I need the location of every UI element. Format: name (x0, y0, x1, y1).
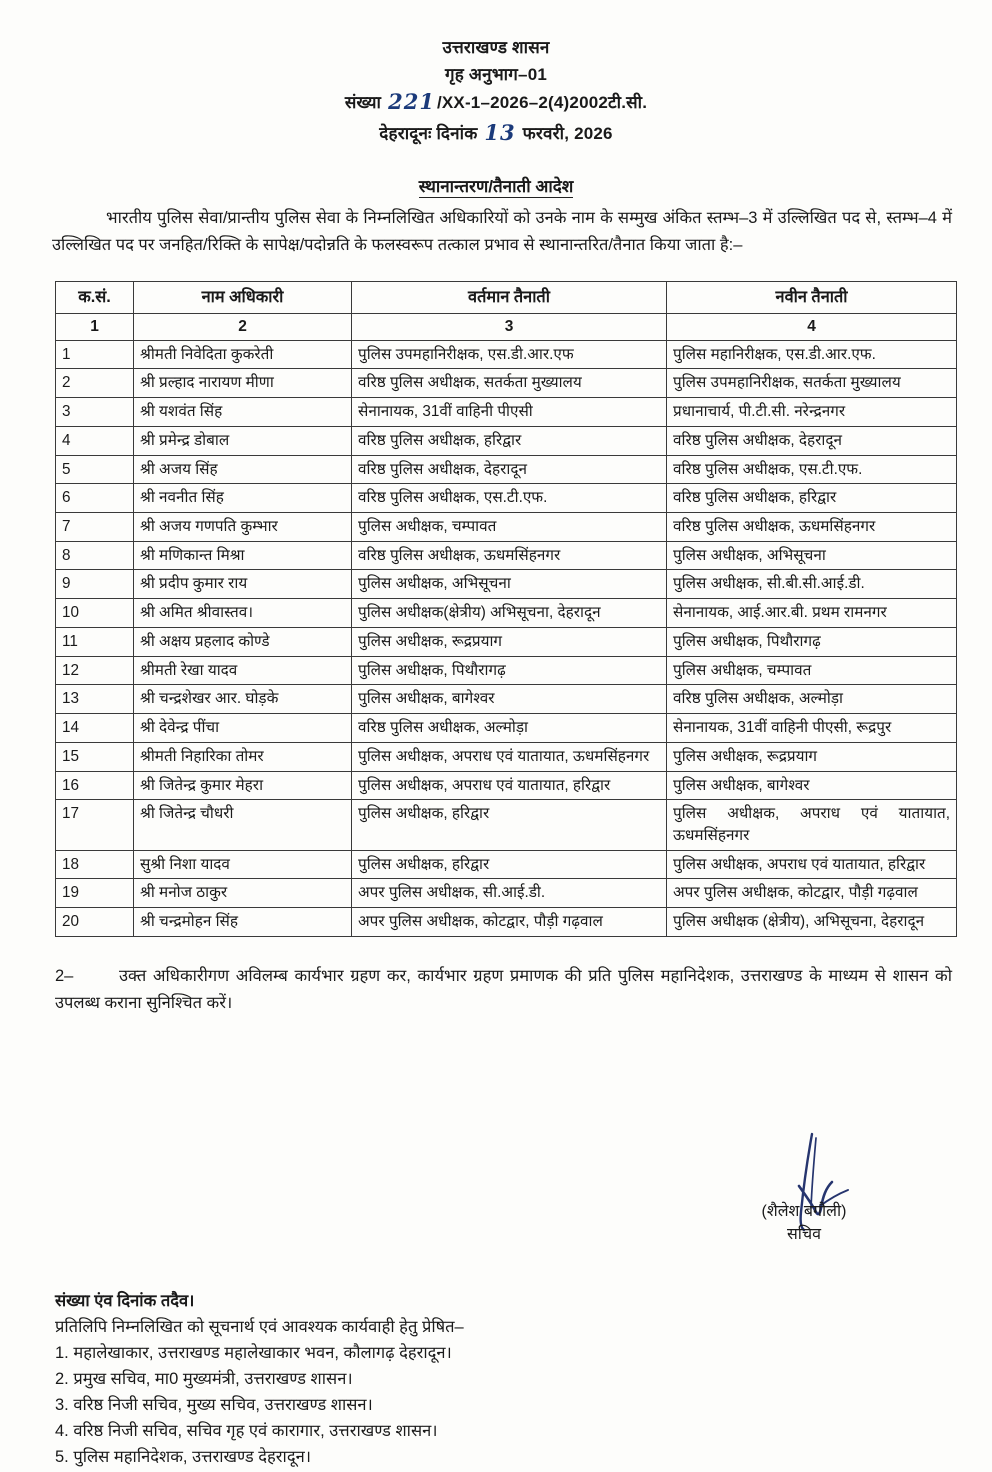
order-number-handwritten: 221 (388, 89, 435, 115)
cell-name: श्री जितेन्द्र चौधरी (134, 800, 352, 850)
col-header-current: वर्तमान तैनाती (352, 281, 667, 313)
cell-serial: 1 (56, 340, 134, 369)
clause-2-label: 2– (55, 966, 74, 985)
cell-name: श्रीमती निहारिका तोमर (134, 742, 352, 771)
place-date-label: देहरादूनः दिनांक (379, 123, 478, 143)
cell-serial: 8 (56, 541, 134, 570)
cell-serial: 20 (56, 908, 134, 937)
order-number-line (0, 87, 992, 117)
col-header-name: नाम अधिकारी (134, 281, 352, 313)
cell-serial: 12 (56, 656, 134, 685)
cell-serial: 18 (56, 850, 134, 879)
table-row (56, 656, 957, 685)
date-handwritten: 13 (484, 119, 516, 145)
clause-2-paragraph (55, 963, 952, 1016)
table-row (56, 455, 957, 484)
cell-current: पुलिस अधीक्षक, हरिद्वार (352, 800, 667, 850)
cell-serial: 17 (56, 800, 134, 850)
place-date-line (0, 118, 992, 148)
cell-new: पुलिस महानिरीक्षक, एस.डी.आर.एफ. (667, 340, 957, 369)
cell-new: पुलिस अधीक्षक, रूद्रप्रयाग (667, 742, 957, 771)
cell-new: वरिष्ठ पुलिस अधीक्षक, हरिद्वार (667, 484, 957, 513)
cell-current: पुलिस अधीक्षक, पिथौरागढ़ (352, 656, 667, 685)
cell-name: श्री अमित श्रीवास्तव। (134, 599, 352, 628)
column-number-row (56, 313, 957, 340)
list-item: 5. पुलिस महानिदेशक, उत्तराखण्ड देहरादून। (55, 1448, 311, 1467)
table-row (56, 513, 957, 542)
order-number-label: संख्या (344, 93, 382, 113)
subject-text: स्थानान्तरण/तैनाती आदेश (418, 177, 574, 197)
cell-new: सेनानायक, 31वीं वाहिनी पीएसी, रूद्रपुर (667, 714, 957, 743)
table-row (56, 340, 957, 369)
cell-name: श्री प्रमेन्द्र डोबाल (134, 426, 352, 455)
table-row (56, 369, 957, 398)
cell-name: श्री चन्द्रशेखर आर. घोड़के (134, 685, 352, 714)
cell-current: वरिष्ठ पुलिस अधीक्षक, अल्मोड़ा (352, 714, 667, 743)
clause-2-text: उक्त अधिकारीगण अविलम्ब कार्यभार ग्रहण कर, कार्यभार ग्रहण प्रमाणक की प्रति पुलिस महानिदेशक, उत्तराखण्ड के माध्यम से शासन को उपलब्ध कराना सुनिश्चित करें। (55, 966, 952, 1012)
list-item: 3. वरिष्ठ निजी सचिव, मुख्य सचिव, उत्तराखण्ड शासन। (55, 1396, 373, 1415)
cell-serial: 7 (56, 513, 134, 542)
cell-current: पुलिस उपमहानिरीक्षक, एस.डी.आर.एफ (352, 340, 667, 369)
table-row (56, 541, 957, 570)
cell-name: श्री अजय गणपति कुम्भार (134, 513, 352, 542)
distribution-list (55, 1340, 935, 1470)
cell-name: सुश्री निशा यादव (134, 850, 352, 879)
distribution-intro: प्रतिलिपि निम्नलिखित को सूचनार्थ एवं आवश्यक कार्यवाही हेतु प्रेषित– (55, 1318, 464, 1337)
table-row (56, 714, 957, 743)
cell-name: श्री देवेन्द्र पींचा (134, 714, 352, 743)
cell-serial: 2 (56, 369, 134, 398)
cell-new: अपर पुलिस अधीक्षक, कोटद्वार, पौड़ी गढ़वाल (667, 879, 957, 908)
cell-new: पुलिस अधीक्षक, अभिसूचना (667, 541, 957, 570)
cell-serial: 19 (56, 879, 134, 908)
cell-current: पुलिस अधीक्षक, रूद्रप्रयाग (352, 627, 667, 656)
cell-serial: 16 (56, 771, 134, 800)
table-row (56, 879, 957, 908)
cell-new: पुलिस अधीक्षक (क्षेत्रीय), अभिसूचना, देहरादून (667, 908, 957, 937)
cell-name: श्री अजय सिंह (134, 455, 352, 484)
signature-block (694, 1200, 914, 1246)
cell-new: पुलिस अधीक्षक, सी.बी.सी.आई.डी. (667, 570, 957, 599)
cell-new: वरिष्ठ पुलिस अधीक्षक, अल्मोड़ा (667, 685, 957, 714)
table-head (56, 281, 957, 313)
cell-current: वरिष्ठ पुलिस अधीक्षक, एस.टी.एफ. (352, 484, 667, 513)
col-header-new: नवीन तैनाती (667, 281, 957, 313)
cell-current: पुलिस अधीक्षक, अपराध एवं यातायात, हरिद्वार (352, 771, 667, 800)
cell-name: श्री मनोज ठाकुर (134, 879, 352, 908)
table-row (56, 850, 957, 879)
document-masthead (0, 0, 992, 148)
list-item: 2. प्रमुख सचिव, मा0 मुख्यमंत्री, उत्तराखण्ड शासन। (55, 1370, 353, 1389)
table-row (56, 908, 957, 937)
signatory-designation: सचिव (786, 1226, 822, 1244)
cell-name: श्री प्रदीप कुमार राय (134, 570, 352, 599)
table-row (56, 484, 957, 513)
cell-serial: 15 (56, 742, 134, 771)
document-subject (0, 174, 992, 197)
cell-serial: 3 (56, 398, 134, 427)
table-row (56, 627, 957, 656)
date-rest: फरवरी, 2026 (522, 123, 613, 143)
col-number-4: 4 (667, 313, 957, 340)
cell-serial: 4 (56, 426, 134, 455)
cell-new: पुलिस उपमहानिरीक्षक, सतर्कता मुख्यालय (667, 369, 957, 398)
distribution-section (55, 1288, 935, 1470)
cell-current: अपर पुलिस अधीक्षक, कोटद्वार, पौड़ी गढ़वाल (352, 908, 667, 937)
cell-new: पुलिस अधीक्षक, चम्पावत (667, 656, 957, 685)
intro-text: भारतीय पुलिस सेवा/प्रान्तीय पुलिस सेवा के निम्नलिखित अधिकारियों को उनके नाम के सम्मुख अंकित स्तम्भ–3 में उल्लिखित पद से, स्तम्भ–4 में उल्लिखित पद पर जनहित/रिक्ति के सापेक्ष/पदोन्नति के फलस्वरूप तत्काल प्रभाव से स्थानान्तरित/तैनात किया जाता है:– (52, 209, 952, 254)
signatory-name: (शैलेश बगौली) (761, 1203, 847, 1220)
col-header-serial: क.सं. (56, 281, 134, 313)
cell-current: पुलिस अधीक्षक, हरिद्वार (352, 850, 667, 879)
cell-serial: 9 (56, 570, 134, 599)
table-row (56, 685, 957, 714)
cell-current: पुलिस अधीक्षक, चम्पावत (352, 513, 667, 542)
cell-current: पुलिस अधीक्षक, बागेश्वर (352, 685, 667, 714)
cell-current: अपर पुलिस अधीक्षक, सी.आई.डी. (352, 879, 667, 908)
issuing-authority: उत्तराखण्ड शासन (442, 38, 550, 57)
table-header-row (56, 281, 957, 313)
intro-paragraph (52, 205, 952, 258)
cell-new: पुलिस अधीक्षक, पिथौरागढ़ (667, 627, 957, 656)
order-number-rest: /XX-1–2026–2(4)2002टी.सी. (436, 93, 648, 113)
table-row (56, 599, 957, 628)
same-number-date-line: संख्या एंव दिनांक तदैव। (55, 1292, 195, 1310)
cell-serial: 14 (56, 714, 134, 743)
cell-serial: 5 (56, 455, 134, 484)
col-number-2: 2 (134, 313, 352, 340)
cell-current: वरिष्ठ पुलिस अधीक्षक, हरिद्वार (352, 426, 667, 455)
cell-serial: 6 (56, 484, 134, 513)
cell-serial: 11 (56, 627, 134, 656)
cell-current: पुलिस अधीक्षक(क्षेत्रीय) अभिसूचना, देहरादून (352, 599, 667, 628)
cell-current: सेनानायक, 31वीं वाहिनी पीएसी (352, 398, 667, 427)
cell-current: पुलिस अधीक्षक, अपराध एवं यातायात, ऊधमसिंहनगर (352, 742, 667, 771)
table-row (56, 426, 957, 455)
list-item: 4. वरिष्ठ निजी सचिव, सचिव गृह एवं कारागार, उत्तराखण्ड शासन। (55, 1422, 438, 1441)
cell-new: पुलिस अधीक्षक, अपराध एवं यातायात, ऊधमसिंहनगर (667, 800, 957, 850)
cell-new: वरिष्ठ पुलिस अधीक्षक, ऊधमसिंहनगर (667, 513, 957, 542)
cell-new: प्रधानाचार्य, पी.टी.सी. नरेन्द्रनगर (667, 398, 957, 427)
table-body (56, 313, 957, 936)
cell-serial: 13 (56, 685, 134, 714)
col-number-3: 3 (352, 313, 667, 340)
transfer-order-table (55, 281, 957, 937)
cell-current: पुलिस अधीक्षक, अभिसूचना (352, 570, 667, 599)
department-section: गृह अनुभाग–01 (444, 64, 548, 84)
cell-new: वरिष्ठ पुलिस अधीक्षक, एस.टी.एफ. (667, 455, 957, 484)
table-row (56, 742, 957, 771)
cell-name: श्री जितेन्द्र कुमार मेहरा (134, 771, 352, 800)
cell-new: वरिष्ठ पुलिस अधीक्षक, देहरादून (667, 426, 957, 455)
cell-name: श्री अक्षय प्रहलाद कोण्डे (134, 627, 352, 656)
table-row (56, 570, 957, 599)
cell-name: श्रीमती रेखा यादव (134, 656, 352, 685)
table-row (56, 398, 957, 427)
cell-new: सेनानायक, आई.आर.बी. प्रथम रामनगर (667, 599, 957, 628)
cell-name: श्री चन्द्रमोहन सिंह (134, 908, 352, 937)
cell-name: श्री यशवंत सिंह (134, 398, 352, 427)
cell-current: वरिष्ठ पुलिस अधीक्षक, सतर्कता मुख्यालय (352, 369, 667, 398)
cell-current: वरिष्ठ पुलिस अधीक्षक, ऊधमसिंहनगर (352, 541, 667, 570)
cell-new: पुलिस अधीक्षक, बागेश्वर (667, 771, 957, 800)
cell-name: श्री मणिकान्त मिश्रा (134, 541, 352, 570)
cell-name: श्री प्रल्हाद नारायण मीणा (134, 369, 352, 398)
col-number-1: 1 (56, 313, 134, 340)
cell-current: वरिष्ठ पुलिस अधीक्षक, देहरादून (352, 455, 667, 484)
cell-serial: 10 (56, 599, 134, 628)
cell-name: श्रीमती निवेदिता कुकरेती (134, 340, 352, 369)
list-item: 1. महालेखाकार, उत्तराखण्ड महालेखाकार भवन, कौलागढ़ देहरादून। (55, 1344, 452, 1363)
cell-name: श्री नवनीत सिंह (134, 484, 352, 513)
table-row (56, 771, 957, 800)
cell-new: पुलिस अधीक्षक, अपराध एवं यातायात, हरिद्वार (667, 850, 957, 879)
table-row (56, 800, 957, 850)
transfer-table-container (55, 281, 956, 937)
